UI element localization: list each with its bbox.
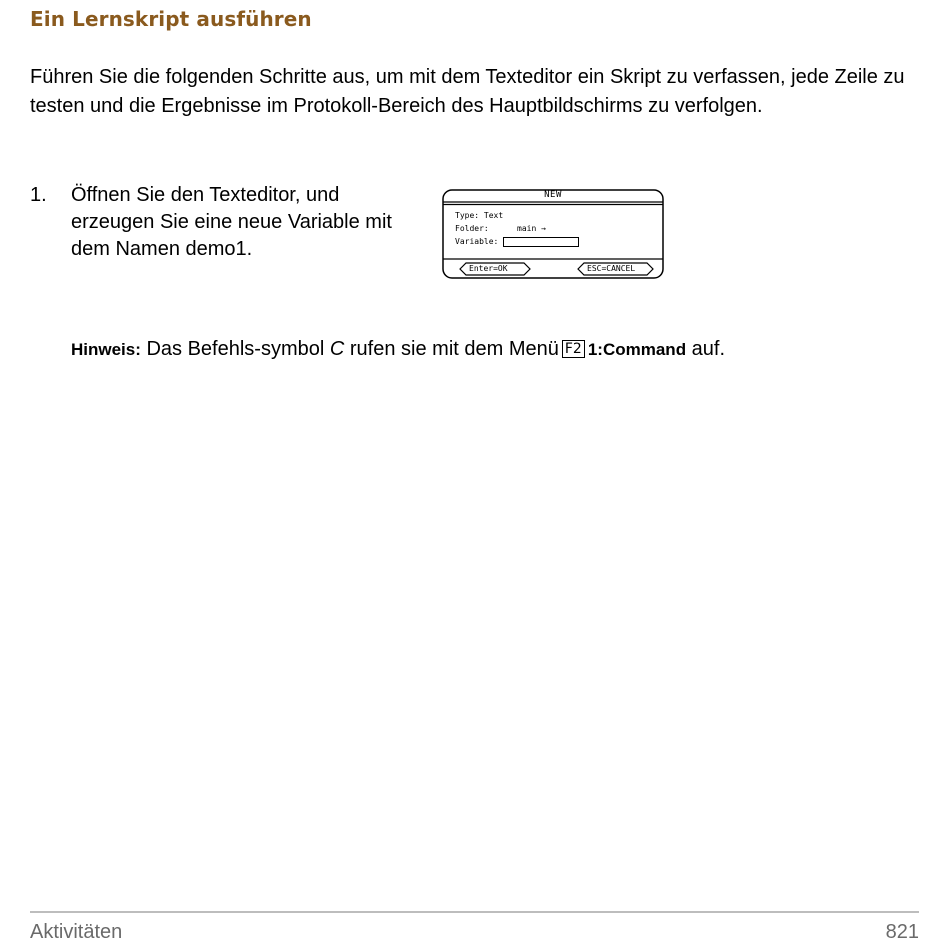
step-text: Öffnen Sie den Texteditor, und erzeugen Sie eine neue Variable mit dem Namen demo1. — [71, 184, 392, 260]
dialog-variable-label: Variable: — [455, 237, 499, 246]
dialog-esc-label: ESC=CANCEL — [587, 264, 636, 273]
dialog-variable-input — [503, 237, 579, 247]
command-symbol: C — [329, 338, 345, 360]
hint-note — [71, 336, 725, 363]
footer-rule — [30, 911, 919, 913]
dialog-folder-label: Folder: — [455, 224, 489, 233]
hint-text-middle: rufen sie mit dem Menü — [349, 338, 559, 360]
f2-key-icon: F2 — [562, 340, 585, 358]
page-number: 821 — [885, 921, 919, 943]
dialog-enter-label: Enter=OK — [469, 264, 508, 273]
hint-label: Hinweis: — [71, 340, 141, 359]
hint-text-before: Das Befehls-symbol — [146, 338, 325, 360]
new-variable-dialog-screenshot — [442, 189, 664, 279]
footer-section-name: Aktivitäten — [30, 921, 123, 943]
dialog-folder-value: main → — [517, 224, 546, 233]
section-heading: Ein Lernskript ausführen — [30, 7, 312, 31]
hint-text-after: auf. — [691, 338, 725, 360]
dialog-type-label: Type: Text — [455, 211, 504, 220]
step-number: 1. — [30, 184, 47, 206]
menu-item-command: 1:Command — [587, 340, 687, 359]
intro-paragraph: Führen Sie die folgenden Schritte aus, um mit dem Texteditor ein Skript zu verfassen, jede Zeile zu testen und die Ergebnisse im Protokoll-Bereich des Hauptbildschirms zu verfolgen. — [30, 66, 905, 117]
dialog-title: NEW — [544, 190, 562, 200]
